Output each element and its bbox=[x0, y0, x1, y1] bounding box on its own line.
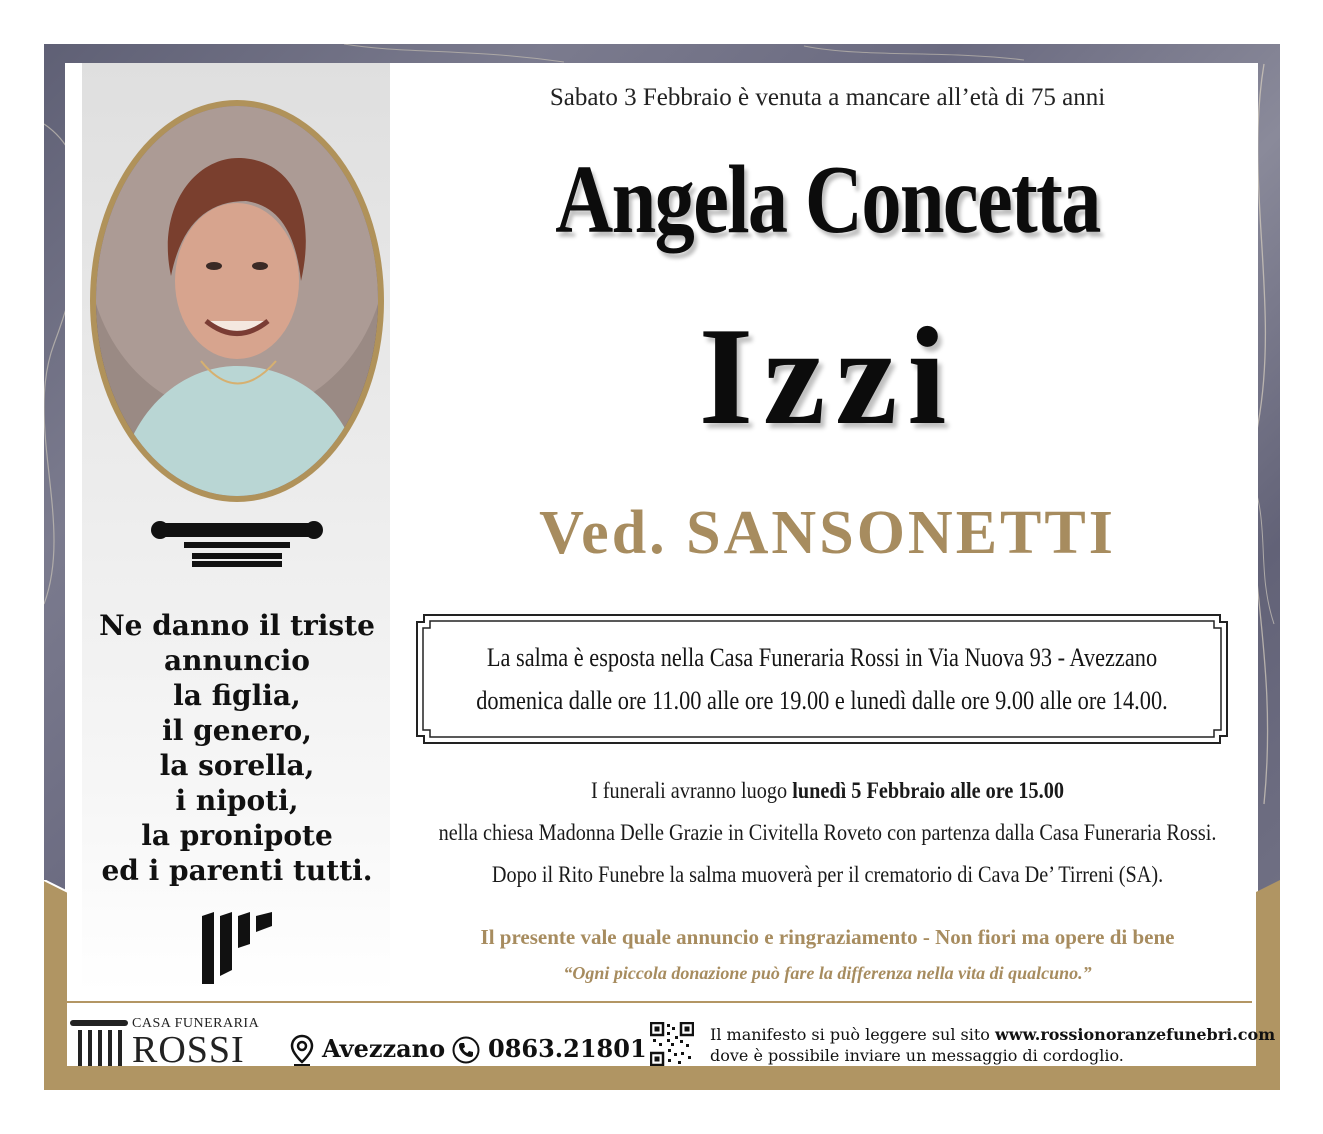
family-line: i nipoti, bbox=[175, 784, 299, 817]
family-line: la pronipote bbox=[141, 819, 333, 852]
phone-number: 0863.21801 bbox=[488, 1034, 647, 1063]
funeral-info bbox=[434, 770, 1222, 896]
viewing-line-2: domenica dalle ore 11.00 alle ore 19.00 e lunedì dalle ore 9.00 alle ore 14.00. bbox=[476, 686, 1168, 715]
website-line-1 bbox=[710, 1024, 1275, 1045]
date-line: Sabato 3 Febbraio è venuta a mancare all’età di 75 anni bbox=[549, 84, 1106, 111]
funeral-line-1 bbox=[434, 770, 1222, 812]
website-prefix: Il manifesto si può leggere sul sito bbox=[710, 1025, 996, 1044]
viewing-line-1: La salma è esposta nella Casa Funeraria Rossi in Via Nuova 93 - Avezzano bbox=[486, 643, 1158, 672]
donation-quote: “Ogni piccola donazione può fare la differenza nella vita di qualcuno.” bbox=[563, 963, 1092, 983]
notice-text: Il presente vale quale annuncio e ringraziamento - Non fiori ma opere di bene bbox=[480, 925, 1175, 949]
widow-of: Ved. SANSONETTI bbox=[539, 499, 1116, 567]
viewing-info-box bbox=[414, 612, 1230, 746]
footer-divider bbox=[66, 1001, 1252, 1003]
family-line: la sorella, bbox=[159, 749, 315, 782]
map-pin-icon bbox=[290, 1034, 314, 1066]
funeral-line-3: Dopo il Rito Funebre la salma muoverà per il crematorio di Cava De’ Tirreni (SA). bbox=[491, 862, 1164, 887]
family-line: Ne danno il triste bbox=[99, 609, 375, 642]
website-line-2: dove è possibile inviare un messaggio di cordoglio. bbox=[710, 1046, 1124, 1065]
rossi-brand-mark-icon bbox=[202, 912, 272, 984]
logo-subtitle: CASA FUNERARIA bbox=[132, 1016, 260, 1031]
funeral-date-time: lunedì 5 Febbraio alle ore 15.00 bbox=[792, 778, 1064, 803]
column-capital-icon bbox=[148, 519, 326, 567]
qr-code-icon bbox=[650, 1022, 694, 1066]
family-announcement bbox=[92, 608, 382, 888]
family-line: annuncio bbox=[164, 644, 310, 677]
funeral-line-1-prefix: I funerali avranno luogo bbox=[591, 778, 793, 803]
city-label: Avezzano bbox=[322, 1034, 446, 1063]
phone-icon bbox=[452, 1036, 480, 1064]
family-line: ed i parenti tutti. bbox=[101, 854, 373, 887]
family-line: la figlia, bbox=[173, 679, 301, 712]
family-line: il genero, bbox=[162, 714, 312, 747]
logo-title: ROSSI bbox=[132, 1029, 245, 1071]
website-link[interactable]: www.rossionoranzefunebri.com bbox=[995, 1025, 1276, 1044]
portrait-photo bbox=[96, 106, 378, 496]
deceased-first-names: Angela Concetta bbox=[555, 146, 1100, 254]
deceased-surname: Izzi bbox=[698, 299, 957, 454]
funeral-home-logo-icon bbox=[70, 1018, 130, 1068]
funeral-line-2: nella chiesa Madonna Delle Grazie in Civitella Roveto con partenza dalla Casa Funeraria Rossi. bbox=[438, 820, 1217, 845]
website-info bbox=[710, 1024, 1275, 1066]
